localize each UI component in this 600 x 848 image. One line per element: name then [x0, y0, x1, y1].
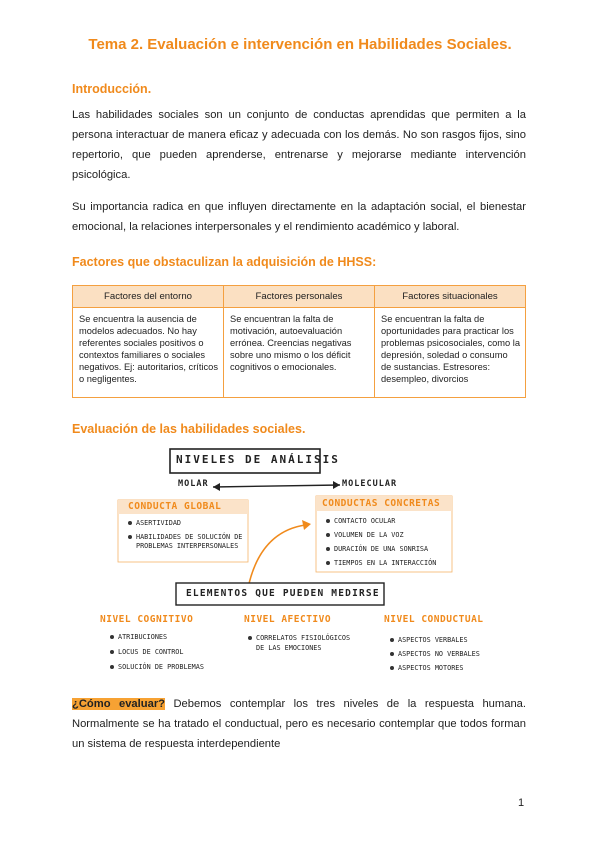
conductual-title: NIVEL CONDUCTUAL	[384, 614, 484, 625]
intro-text	[72, 105, 526, 237]
list-item	[248, 633, 350, 643]
curved-arrowhead-icon	[302, 520, 311, 530]
levels-diagram	[0, 440, 600, 685]
list-item-text: SOLUCIÓN DE PROBLEMAS	[118, 663, 204, 671]
list-item	[136, 541, 238, 551]
how-evaluate-body: Debemos contemplar los tres niveles de la respuesta humana. Normalmente se ha tratado el conductual, pero es necesario contemplar que todos forman un sistema de respuesta interdependiente	[72, 698, 526, 750]
bullet-icon	[248, 636, 252, 640]
column-header: Factores personales	[224, 286, 375, 308]
column-header: Factores del entorno	[73, 286, 224, 308]
diagram-title: NIVELES DE ANÁLISIS	[176, 453, 340, 466]
table-cell: Se encuentran la falta de motivación, autoevaluación errónea. Creencias negativas sobre uno mismo o los déficit cognitivos o emocionales.	[224, 308, 375, 398]
list-item-text: ASERTIVIDAD	[136, 519, 182, 527]
how-evaluate-text	[72, 694, 526, 754]
bullet-icon	[110, 635, 114, 639]
bullet-icon	[128, 535, 132, 539]
column-header: Factores situacionales	[375, 286, 526, 308]
list-item-text: CORRELATOS FISIOLÓGICOS	[256, 634, 351, 642]
list-item-text: VOLUMEN DE LA VOZ	[334, 531, 404, 539]
arrow-right-icon	[333, 481, 340, 489]
page-title: Tema 2. Evaluación e intervención en Habilidades Sociales.	[88, 36, 512, 53]
list-item-text: PROBLEMAS INTERPERSONALES	[136, 542, 239, 550]
list-item	[110, 662, 204, 672]
list-item-text: DE LAS EMOCIONES	[256, 644, 322, 652]
list-item	[256, 643, 321, 653]
list-item-text: HABILIDADES DE SOLUCIÓN DE	[136, 533, 243, 541]
list-item-text: LOCUS DE CONTROL	[118, 648, 184, 656]
bullet-icon	[326, 519, 330, 523]
factors-heading: Factores que obstaculizan la adquisición de HHSS:	[72, 255, 377, 269]
global-title: CONDUCTA GLOBAL	[128, 501, 222, 512]
list-item	[326, 558, 436, 568]
page-number: 1	[518, 797, 525, 809]
list-item	[326, 530, 404, 540]
factors-table	[72, 285, 526, 398]
intro-heading: Introducción.	[72, 82, 152, 96]
list-item-text: ASPECTOS NO VERBALES	[398, 650, 480, 658]
bullet-icon	[326, 561, 330, 565]
bullet-icon	[110, 650, 114, 654]
list-item-text: ASPECTOS MOTORES	[398, 664, 464, 672]
table-row	[73, 308, 526, 398]
intro-paragraph-1: Las habilidades sociales son un conjunto de conductas aprendidas que permiten a la persona interactuar de manera eficaz y adecuada con los demás. No son rasgos fijos, sino repertorio, que pueden aprenderse, entrenarse y mejorarse mediante intervención psicológica.	[72, 109, 526, 181]
bullet-icon	[128, 521, 132, 525]
list-item	[110, 632, 167, 642]
list-item-text: ATRIBUCIONES	[118, 633, 168, 641]
how-evaluate-question: ¿Cómo evaluar?	[72, 698, 166, 710]
bullet-icon	[390, 652, 394, 656]
list-item	[326, 544, 428, 554]
list-item-text: DURACIÓN DE UNA SONRISA	[334, 545, 429, 553]
bullet-icon	[110, 665, 114, 669]
table-cell: Se encuentra la ausencia de modelos adecuados. No hay referentes sociales positivos o contextos familiares o sociales negativos. Ej: autoritarios, críticos o negligentes.	[73, 308, 224, 398]
table-header-row	[73, 286, 526, 308]
bullet-icon	[390, 638, 394, 642]
list-item-text: CONTACTO OCULAR	[334, 517, 396, 525]
intro-paragraph-2: Su importancia radica en que influyen directamente en la adaptación social, el bienestar emocional, la relaciones interpersonales y el rendimiento académico y laboral.	[72, 201, 526, 233]
cognitivo-title: NIVEL COGNITIVO	[100, 614, 194, 625]
curved-arrow	[248, 525, 305, 588]
arrow-left-icon	[213, 483, 220, 491]
elements-title: ELEMENTOS QUE PUEDEN MEDIRSE	[186, 588, 380, 599]
bullet-icon	[326, 533, 330, 537]
list-item-text: TIEMPOS EN LA INTERACCIÓN	[334, 559, 437, 567]
evaluation-heading: Evaluación de las habilidades sociales.	[72, 422, 306, 436]
bullet-icon	[390, 666, 394, 670]
list-item	[110, 647, 183, 657]
list-item-text: ASPECTOS VERBALES	[398, 636, 468, 644]
bullet-icon	[326, 547, 330, 551]
concretas-title: CONDUCTAS CONCRETAS	[322, 498, 441, 509]
list-item	[390, 635, 468, 645]
list-item	[326, 516, 395, 526]
molar-molecular-line	[213, 485, 340, 487]
table-cell: Se encuentran la falta de oportunidades para practicar los problemas psicosociales, como la depresión, soledad o consumo de sustancias. Estresores: desempleo, divorcios	[375, 308, 526, 398]
list-item	[128, 518, 181, 528]
afectivo-title: NIVEL AFECTIVO	[244, 614, 332, 625]
list-item	[390, 649, 480, 659]
molecular-label: MOLECULAR	[342, 479, 398, 489]
molar-label: MOLAR	[178, 479, 209, 489]
list-item	[390, 663, 463, 673]
